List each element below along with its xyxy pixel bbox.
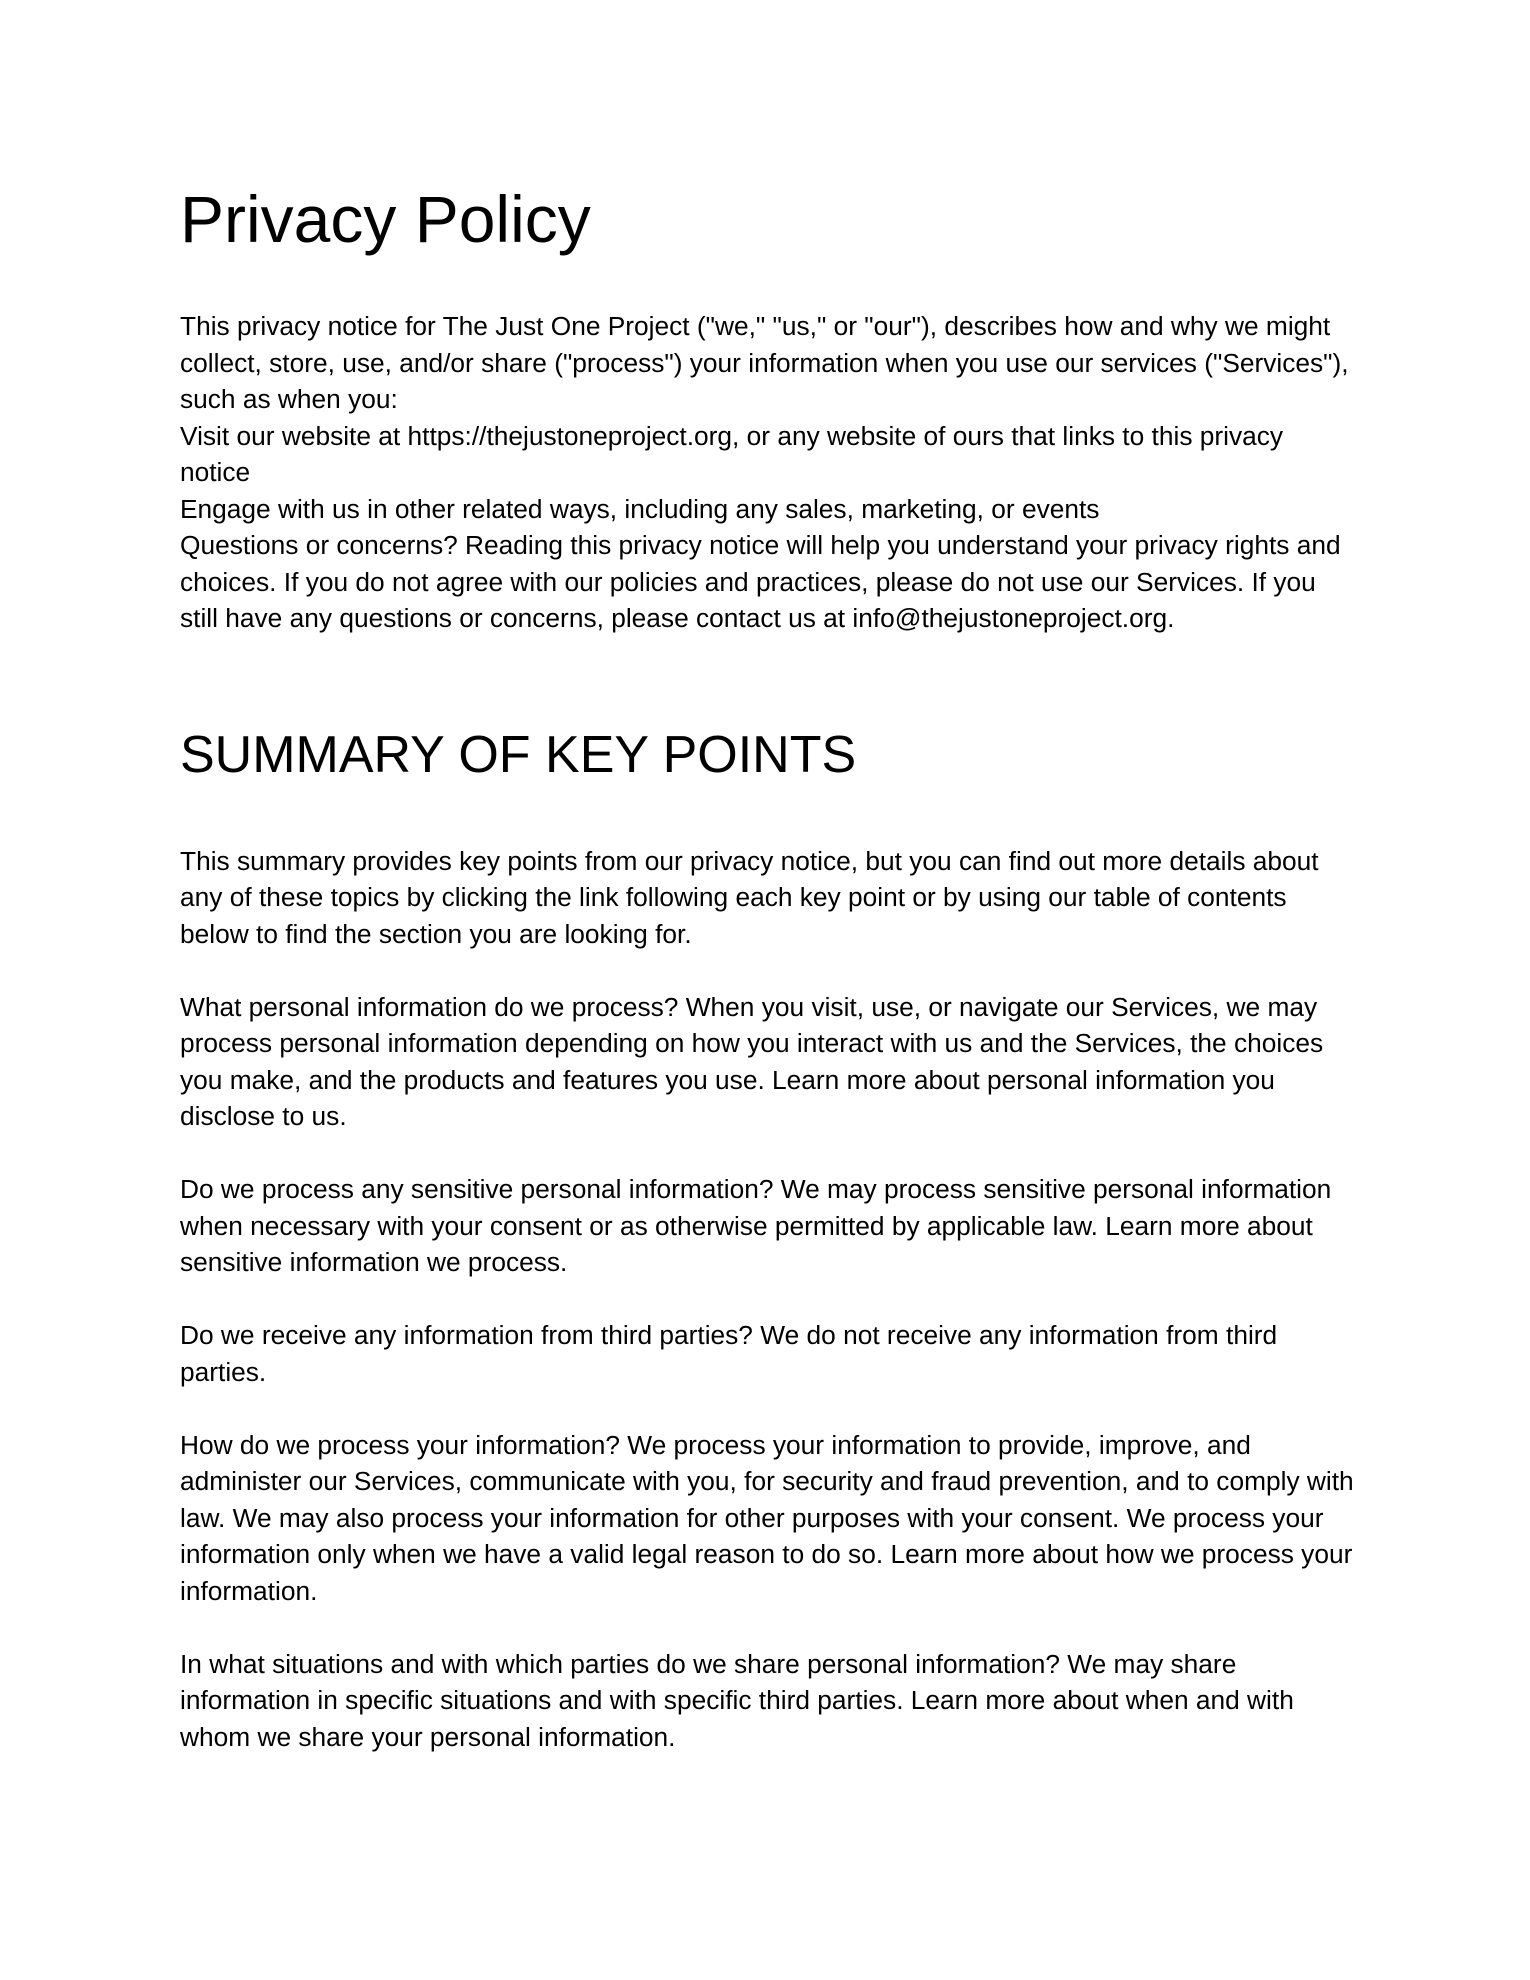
intro-list-item-website: Visit our website at https://thejustoneproject.org, or any website of ours that links to this privacy notice <box>180 420 1284 487</box>
document-page <box>180 170 1360 1755</box>
intro-list-item-engage: Engage with us in other related ways, including any sales, marketing, or events <box>180 493 1100 524</box>
summary-paragraph: In what situations and with which parties do we share personal information? We may share information in specific situations and with specific third parties. Learn more about when and with whom we share your personal information. <box>180 1648 1294 1752</box>
summary-paragraph: Do we process any sensitive personal information? We may process sensitive personal information when necessary with your consent or as otherwise permitted by applicable law. Learn more about sensitive information we process. <box>180 1174 1332 1277</box>
intro-section <box>180 308 1360 637</box>
summary-heading: SUMMARY OF KEY POINTS <box>180 725 857 784</box>
intro-paragraph: This privacy notice for The Just One Project ("we," "us," or "our"), describes how and why we might collect, store, use, and/or share ("process") your information when you use our services ("Services"), such as when you: <box>180 311 1349 414</box>
summary-paragraph: What personal information do we process? When you visit, use, or navigate our Services, we may process personal information depending on how you interact with us and the Services, the choices you make, and the products and features you use. Learn more about personal information you disclose to us. <box>180 991 1324 1131</box>
summary-section <box>180 843 1360 1756</box>
summary-paragraph: Do we receive any information from third parties? We do not receive any information from third parties. <box>180 1320 1278 1387</box>
summary-paragraph: How do we process your information? We process your information to provide, improve, and administer our Services, communicate with you, for security and fraud prevention, and to comply with law. We may also process your information for other purposes with your consent. We process your information only when we have a valid legal reason to do so. Learn more about how we process your information. <box>180 1429 1354 1606</box>
page-title: Privacy Policy <box>180 182 591 256</box>
summary-paragraph: This summary provides key points from our privacy notice, but you can find out more details about any of these topics by clicking the link following each key point or by using our table of contents below to find the section you are looking for. <box>180 845 1319 949</box>
intro-questions-paragraph: Questions or concerns? Reading this privacy notice will help you understand your privacy rights and choices. If you do not agree with our policies and practices, please do not use our Services. If you still have any questions or concerns, please contact us at info@thejustoneproject.org. <box>180 530 1341 633</box>
